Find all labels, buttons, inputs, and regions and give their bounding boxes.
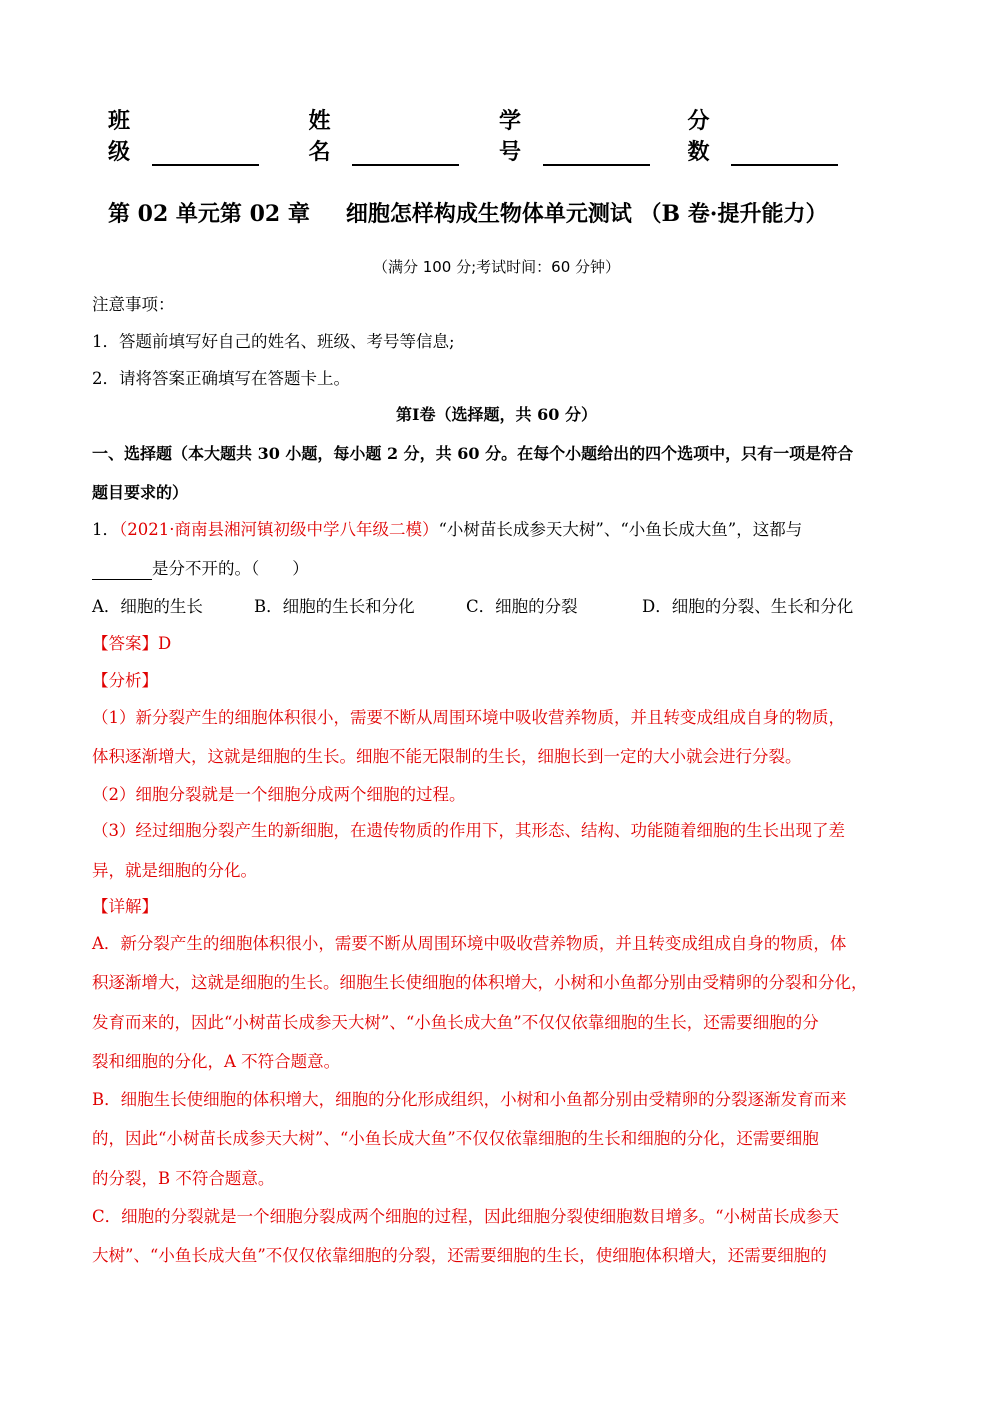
class-blank (152, 140, 259, 166)
student-number-label: 学号 (499, 108, 522, 165)
detail-line: 的，因此“小树苗长成参天大树”、“小鱼长成大鱼”不仅仅依靠细胞的生长和细胞的分化，还需要细胞 (92, 1129, 819, 1148)
question-number: 1． (92, 520, 119, 539)
exam-info: （满分 100 分;考试时间：60 分钟） (372, 258, 621, 276)
student-number-field (499, 108, 650, 166)
page-title (108, 197, 908, 228)
title-unit: 第 02 单元第 02 章 (108, 201, 310, 227)
name-label: 姓名 (308, 108, 331, 165)
notes-heading: 注意事项： (92, 295, 175, 314)
question-1-stem-line1 (92, 519, 912, 541)
option-d: D．细胞的分裂、生长和分化 (642, 597, 854, 616)
option-c: C．细胞的分裂 (466, 597, 578, 616)
analysis-line: 体积逐渐增大，这就是细胞的生长。细胞不能无限制的生长，细胞长到一定的大小就会进行分裂。 (92, 747, 802, 766)
score-blank (731, 140, 838, 166)
option-b: B．细胞的生长和分化 (254, 597, 415, 616)
question-1-stem-line2 (92, 558, 912, 580)
detail-line: 大树”、“小鱼长成大鱼”不仅仅依靠细胞的分裂，还需要细胞的生长，使细胞体积增大，还需要细胞的 (92, 1246, 827, 1265)
question-stem-text-2: 是分不开的。（ ） (152, 559, 309, 578)
analysis-line: （2）细胞分裂就是一个细胞分成两个细胞的过程。 (92, 785, 466, 804)
question-stem-text: “小树苗长成参天大树”、“小鱼长成大鱼”，这都与 (438, 520, 803, 539)
score-label: 分数 (687, 108, 710, 165)
title-topic: 细胞怎样构成生物体单元测试 （B 卷·提升能力） (345, 201, 828, 227)
student-number-blank (543, 140, 650, 166)
answer-blank (92, 561, 152, 580)
analysis-heading: 【分析】 (92, 671, 158, 690)
detail-line: C．细胞的分裂就是一个细胞分裂成两个细胞的过程，因此细胞分裂使细胞数目增多。“小树苗长成参天 (92, 1207, 840, 1226)
detail-line: 裂和细胞的分化，A 不符合题意。 (92, 1052, 341, 1071)
name-field (308, 108, 460, 166)
class-field (108, 108, 259, 166)
question-source: （2021·商南县湘河镇初级中学八年级二模） (119, 520, 439, 539)
name-blank (352, 140, 459, 166)
detail-line: 积逐渐增大，这就是细胞的生长。细胞生长使细胞的体积增大，小树和小鱼都分别由受精卵的分裂和分化， (92, 973, 868, 992)
analysis-line: （3）经过细胞分裂产生的新细胞，在遗传物质的作用下，其形态、结构、功能随着细胞的生长出现了差 (92, 821, 845, 840)
detail-line: A．新分裂产生的细胞体积很小，需要不断从周围环境中吸收营养物质，并且转变成组成自身的物质，体 (92, 934, 847, 953)
option-a: A．细胞的生长 (92, 597, 203, 616)
detail-heading: 【详解】 (92, 897, 158, 916)
detail-line: 的分裂，B 不符合题意。 (92, 1169, 275, 1188)
section-instructions-line2: 题目要求的） (92, 483, 189, 502)
answer-line: 【答案】D (92, 634, 172, 653)
note-item-1: 1．答题前填写好自己的姓名、班级、考号等信息; (92, 332, 455, 351)
analysis-line: （1）新分裂产生的细胞体积很小，需要不断从周围环境中吸收营养物质，并且转变成组成自身的物质， (92, 708, 845, 727)
analysis-line: 异，就是细胞的分化。 (92, 861, 257, 880)
volume-heading: 第Ⅰ卷（选择题，共 60 分） (396, 405, 597, 424)
student-info-fields (108, 108, 888, 166)
score-field (687, 108, 839, 166)
note-item-2: 2．请将答案正确填写在答题卡上。 (92, 369, 350, 388)
detail-line: B．细胞生长使细胞的体积增大，细胞的分化形成组织，小树和小鱼都分别由受精卵的分裂逐渐发育而来 (92, 1090, 847, 1109)
section-instructions-line1: 一、选择题（本大题共 30 小题，每小题 2 分，共 60 分。在每个小题给出的四个选项中，只有一项是符合 (92, 444, 854, 463)
class-label: 班级 (108, 108, 131, 165)
detail-line: 发育而来的，因此“小树苗长成参天大树”、“小鱼长成大鱼”不仅仅依靠细胞的生长，还需要细胞的分 (92, 1013, 819, 1032)
question-1-options (92, 596, 912, 618)
